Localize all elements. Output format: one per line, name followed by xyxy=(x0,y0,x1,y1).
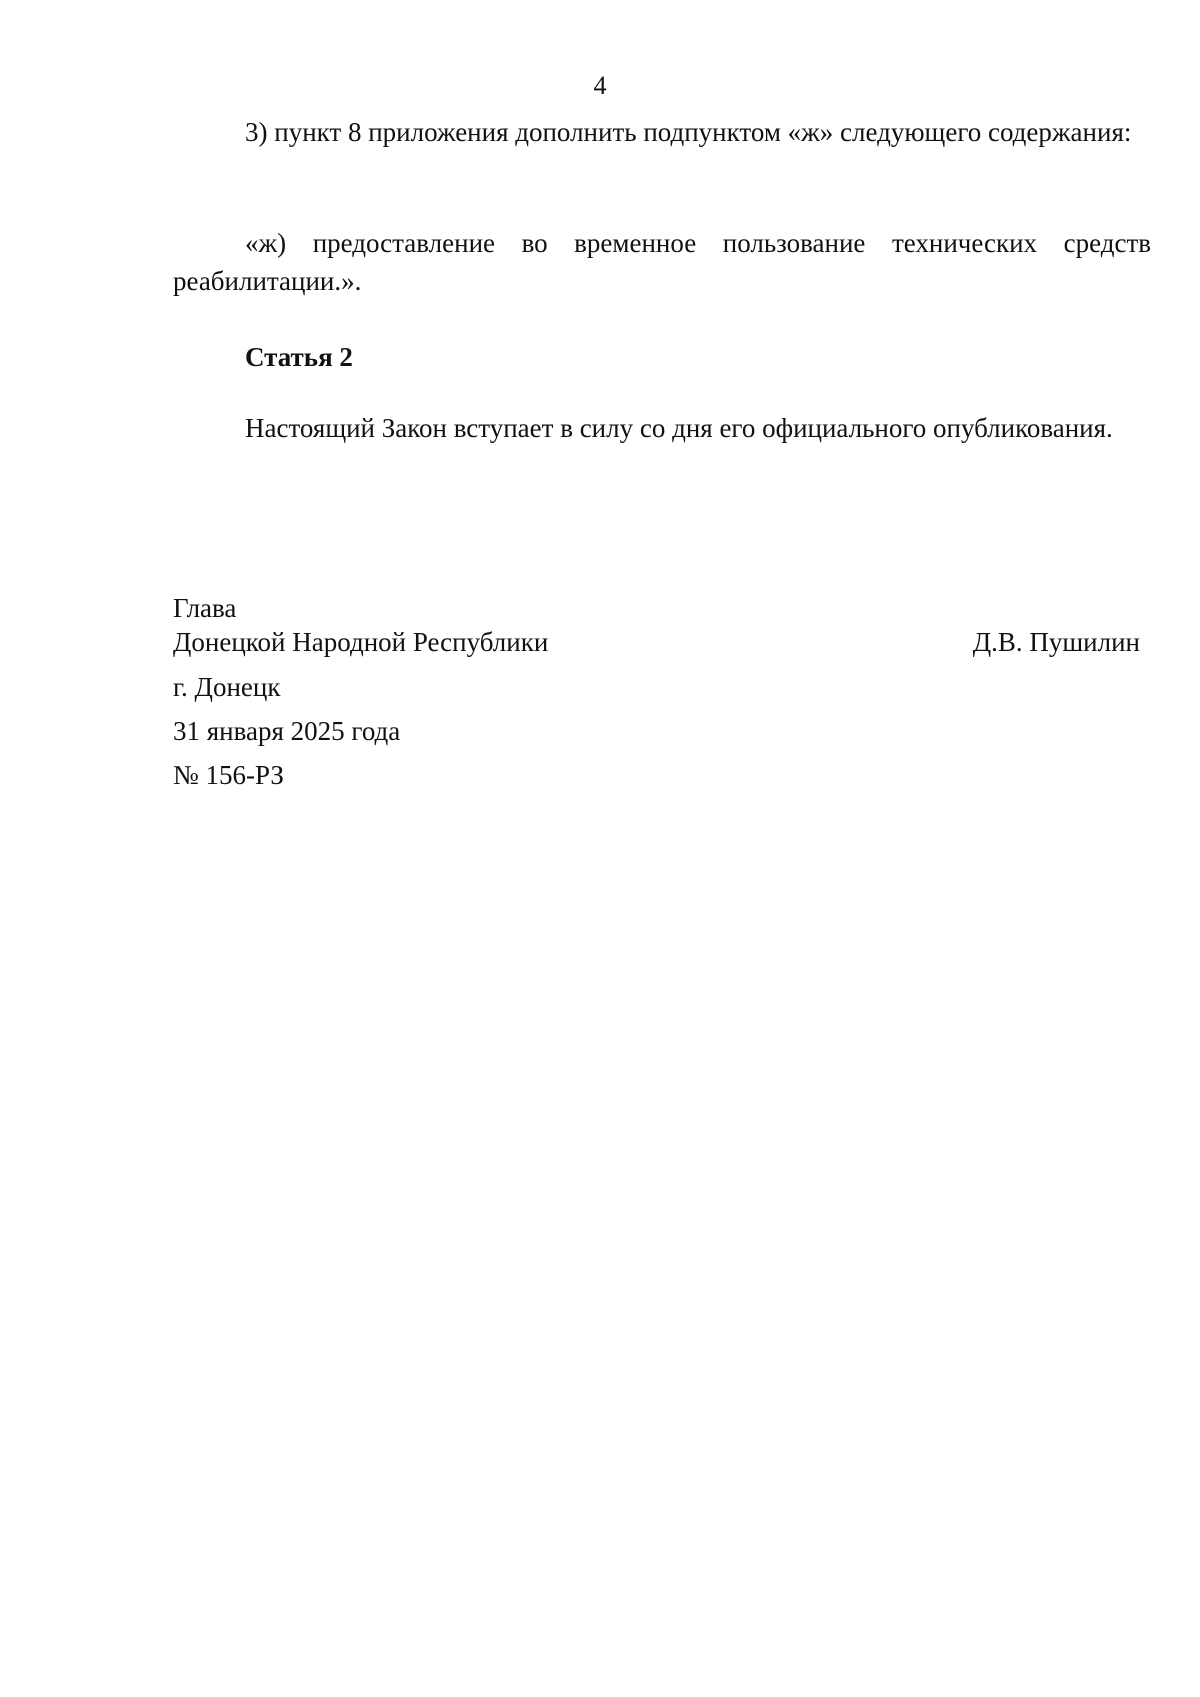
signatory-name: Д.В. Пушилин xyxy=(972,627,1140,657)
law-number: № 156-РЗ xyxy=(173,760,284,790)
signing-date: 31 января 2025 года xyxy=(173,716,401,746)
signing-place: г. Донецк xyxy=(173,672,281,702)
page-number: 4 xyxy=(593,71,607,100)
signatory-title-line-2: Донецкой Народной Республики xyxy=(173,627,549,657)
article-body: Настоящий Закон вступает в силу со дня его официального опубликования. xyxy=(245,413,1113,443)
article-heading: Статья 2 xyxy=(245,342,353,372)
subparagraph-zh-text: «ж) предоставление во временное пользование технических средств реабилитации.». xyxy=(173,228,1151,296)
amendment-paragraph-3: 3) пункт 8 приложения дополнить подпунктом «ж» следующего содержания: xyxy=(245,117,1132,147)
signatory-title-line-1: Глава xyxy=(173,593,237,623)
